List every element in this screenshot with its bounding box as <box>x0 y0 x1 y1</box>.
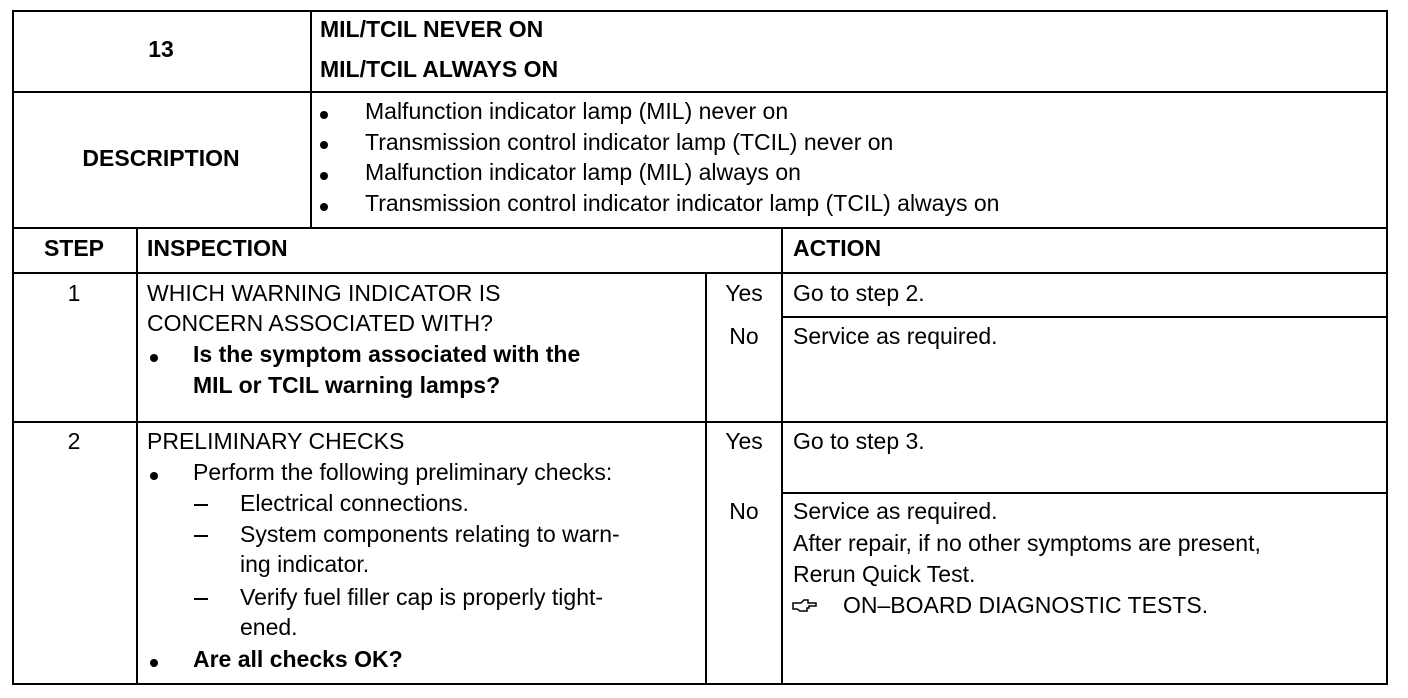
step-2-subcheck: Electrical connections. <box>240 490 469 516</box>
column-header-action: ACTION <box>793 235 882 261</box>
dash-icon <box>194 504 208 506</box>
rule-columns-bottom <box>12 272 1388 274</box>
step-2-subcheck: Verify fuel filler cap is properly tight- <box>240 584 604 610</box>
rule-step1-yes-bottom <box>783 316 1388 318</box>
step-2-subcheck: ened. <box>240 614 298 640</box>
step-1-number: 1 <box>67 280 81 306</box>
step-2-reference: ON–BOARD DIAGNOSTIC TESTS. <box>843 592 1209 618</box>
step-2-heading: PRELIMINARY CHECKS <box>147 428 405 454</box>
description-item: Malfunction indicator lamp (MIL) always on <box>365 159 801 185</box>
pointing-hand-icon <box>792 598 818 614</box>
step-2-no-action: Rerun Quick Test. <box>793 561 976 587</box>
bullet-icon <box>320 203 328 211</box>
step-1-yes-action: Go to step 2. <box>793 280 925 306</box>
rule-header-bottom <box>12 91 1388 93</box>
step-2-no-label: No <box>729 498 759 524</box>
step-2-subcheck: ing indicator. <box>240 551 370 577</box>
description-item: Malfunction indicator lamp (MIL) never on <box>365 98 789 124</box>
step-1-question: Is the symptom associated with the <box>193 341 581 367</box>
rule-step1-bottom <box>12 421 1388 423</box>
step-2-number: 2 <box>67 428 81 454</box>
bullet-icon <box>320 172 328 180</box>
step-1-heading: CONCERN ASSOCIATED WITH? <box>147 310 493 336</box>
step-1-no-label: No <box>729 323 759 349</box>
rule-step2-yes-bottom <box>783 492 1388 494</box>
step-2-no-action: Service as required. <box>793 498 998 524</box>
column-header-inspection: INSPECTION <box>147 235 288 261</box>
dash-icon <box>194 598 208 600</box>
step-1-question: MIL or TCIL warning lamps? <box>193 372 501 398</box>
rule-description-bottom <box>12 227 1388 229</box>
dash-icon <box>194 535 208 537</box>
title-always-on: MIL/TCIL ALWAYS ON <box>320 56 559 82</box>
step-2-no-action: After repair, if no other symptoms are present, <box>793 530 1261 556</box>
description-item: Transmission control indicator indicator lamp (TCIL) always on <box>365 190 1000 216</box>
bullet-icon <box>150 659 158 667</box>
bullet-icon <box>320 111 328 119</box>
bullet-icon <box>150 354 158 362</box>
rule-header-divider <box>310 10 312 228</box>
step-2-question: Are all checks OK? <box>193 646 403 672</box>
step-1-yes-label: Yes <box>725 280 763 306</box>
step-1-no-action: Service as required. <box>793 323 998 349</box>
step-2-subcheck: System components relating to warn- <box>240 521 620 547</box>
step-2-yes-action: Go to step 3. <box>793 428 925 454</box>
step-1-heading: WHICH WARNING INDICATOR IS <box>147 280 501 306</box>
step-2-bullet: Perform the following preliminary checks: <box>193 459 613 485</box>
description-item: Transmission control indicator lamp (TCIL) never on <box>365 129 894 155</box>
procedure-number: 13 <box>148 36 174 62</box>
bullet-icon <box>150 472 158 480</box>
step-2-yes-label: Yes <box>725 428 763 454</box>
rule-step-column <box>136 227 138 685</box>
title-never-on: MIL/TCIL NEVER ON <box>320 16 544 42</box>
column-header-step: STEP <box>43 235 105 261</box>
bullet-icon <box>320 141 328 149</box>
description-label: DESCRIPTION <box>82 145 240 171</box>
rule-action-column <box>781 227 783 685</box>
